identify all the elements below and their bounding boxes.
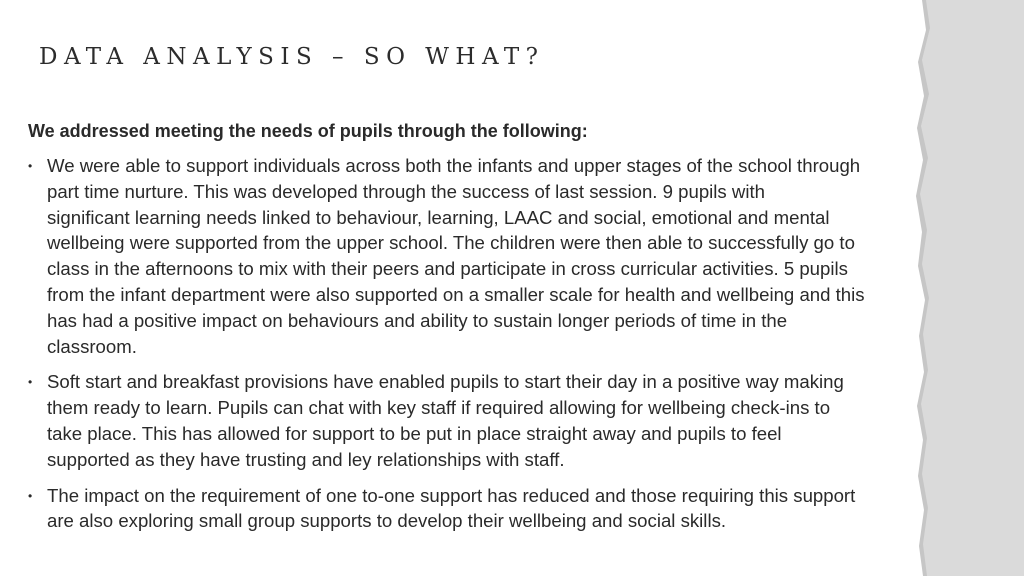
bullet-line: from the infant department were also supported on a smaller scale for health and wellbeing and this: [47, 283, 865, 305]
bullet-marker: •: [28, 159, 33, 173]
bullet-line: take place. This has allowed for support to be put in place straight away and pupils to feel: [47, 422, 782, 444]
bullet-marker: •: [28, 488, 33, 503]
bullet-line: We were able to support individuals across both the infants and upper stages of the school through: [47, 155, 861, 176]
bullet-item-one-to-one: [28, 483, 1024, 535]
bullet-line: them ready to learn. Pupils can chat with key staff if required allowing for wellbeing check-ins to: [47, 397, 831, 419]
bullet-line: significant learning needs linked to behaviour, learning, LAAC and social, emotional and mental: [47, 206, 830, 228]
bullet-item-nurture: [28, 153, 1024, 359]
bullet-line: are also exploring small group supports to develop their wellbeing and social skills.: [47, 510, 727, 532]
bullet-line: supported as they have trusting and ley relationships with staff.: [47, 448, 565, 470]
bullet-line: wellbeing were supported from the upper school. The children were then able to successfully go to: [47, 232, 855, 254]
slide-title: DATA ANALYSIS – SO WHAT?: [39, 44, 545, 70]
bullet-marker: •: [28, 375, 33, 390]
bullet-line: has had a positive impact on behaviours and ability to sustain longer periods of time in the: [47, 309, 788, 331]
lead-text: We addressed meeting the needs of pupils through the following:: [28, 121, 588, 141]
bullet-line: classroom.: [47, 335, 137, 357]
bullet-list: [28, 153, 1024, 534]
bullet-line: part time nurture. This was developed through the success of last session. 9 pupils with: [47, 180, 765, 202]
bullet-item-soft-start: [28, 369, 1024, 472]
bullet-line: The impact on the requirement of one to-one support has reduced and those requiring this support: [47, 484, 856, 506]
bullet-line: Soft start and breakfast provisions have enabled pupils to start their day in a positive way making: [47, 371, 844, 393]
slide-body: [28, 119, 1024, 544]
bullet-line: class in the afternoons to mix with their peers and participate in cross curricular activities. 5 pupils: [47, 258, 848, 280]
